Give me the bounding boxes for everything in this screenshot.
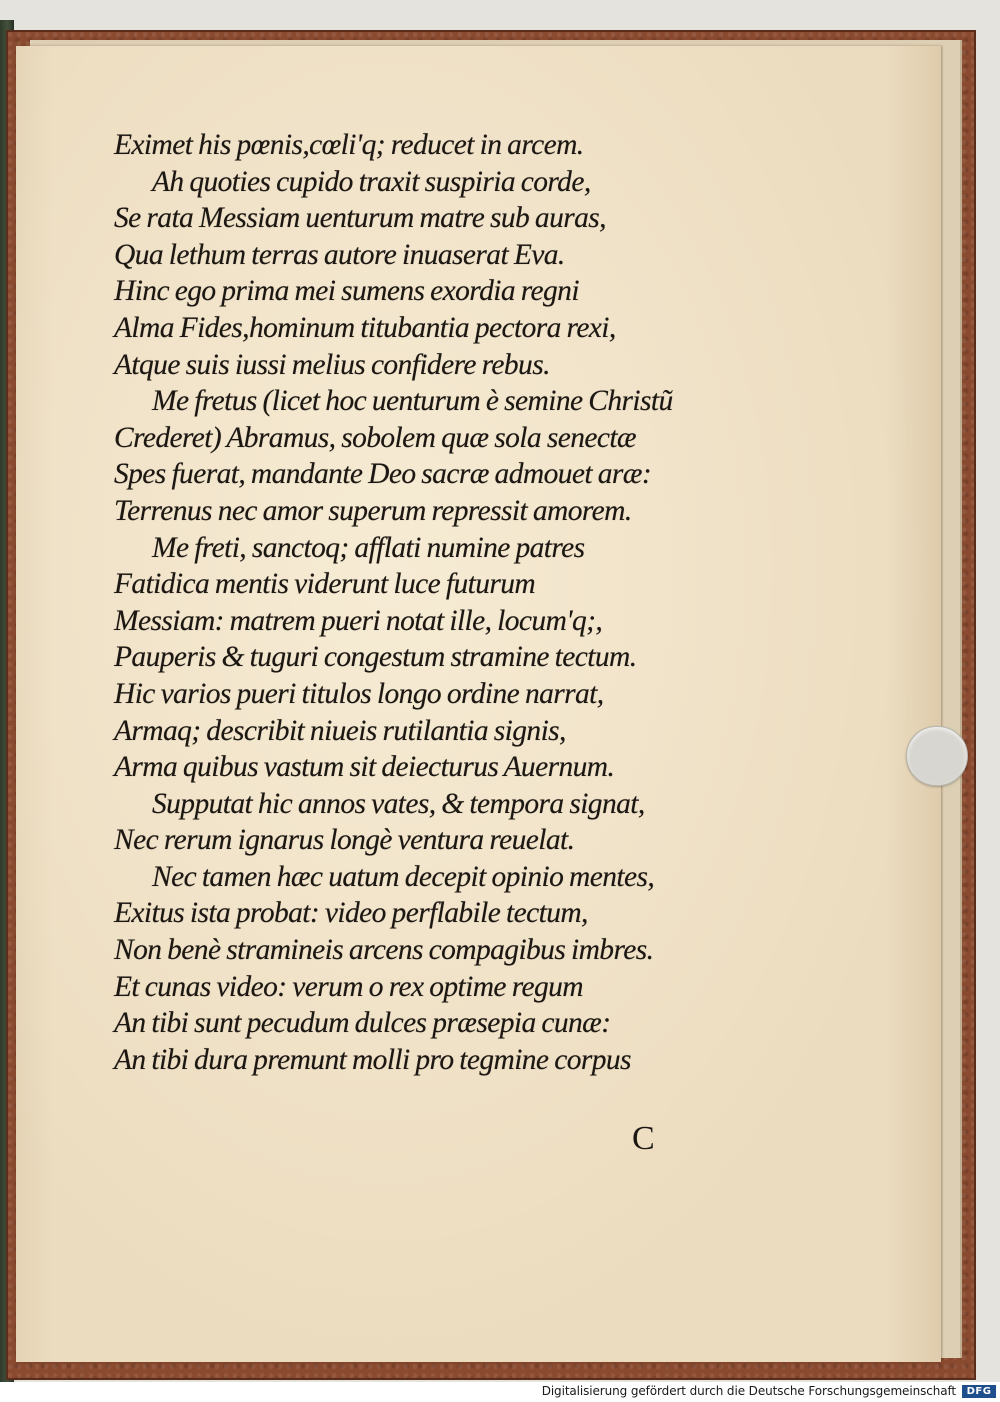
verse-line: Et cunas video: verum o rex optime regum: [114, 970, 583, 1003]
verse-line: Ah quoties cupido traxit suspiria corde,: [152, 165, 591, 198]
verse-line: Terrenus nec amor superum repressit amorem.: [114, 494, 632, 527]
verse-line: Alma Fides,hominum titubantia pectora rexi,: [114, 311, 616, 344]
verse-line: Se rata Messiam uenturum matre sub auras,: [114, 202, 606, 235]
verse-line: Me fretus (licet hoc uenturum è semine Christũ: [152, 385, 673, 418]
funding-credit: Digitalisierung gefördert durch die Deutsche Forschungsgemeinschaft: [541, 1384, 956, 1398]
book-page: [16, 46, 941, 1362]
verse-line: Atque suis iussi melius confidere rebus.: [114, 348, 550, 381]
verse-line: Nec tamen hæc uatum decepit opinio mentes,: [152, 860, 655, 893]
verse-line: Fatidica mentis viderunt luce futurum: [114, 568, 536, 601]
verse-line: Me freti, sanctoq; afflati numine patres: [152, 531, 585, 564]
footer-bar: [0, 1382, 1000, 1402]
verse-line: Arma quibus vastum sit deiecturus Auernum.: [114, 751, 615, 784]
page-tab: [906, 726, 968, 786]
verse-line: Crederet) Abramus, sobolem quæ sola senectæ: [114, 421, 637, 454]
verse-line: Hinc ego prima mei sumens exordia regni: [114, 275, 579, 308]
dfg-logo: DFG: [962, 1385, 996, 1398]
verse-line: An tibi sunt pecudum dulces præsepia cunæ:: [114, 1007, 611, 1040]
verse-line: An tibi dura premunt molli pro tegmine corpus: [114, 1043, 631, 1076]
verse-line: Supputat hic annos vates, & tempora signat,: [152, 787, 645, 820]
verse-line: Non benè stramineis arcens compagibus imbres.: [114, 934, 654, 967]
signature-mark: C: [632, 1120, 655, 1157]
verse-line: Messiam: matrem pueri notat ille, locum'q;,: [114, 604, 603, 637]
verse-line: Nec rerum ignarus longè ventura reuelat.: [114, 824, 575, 857]
verse-line: Spes fuerat, mandante Deo sacræ admouet aræ:: [114, 458, 652, 491]
verse-line: Qua lethum terras autore inuaserat Eva.: [114, 238, 565, 271]
verse-line: Eximet his pœnis,cœli'q; reducet in arcem.: [114, 129, 584, 161]
verse-line: Armaq; describit niueis rutilantia signis,: [114, 714, 566, 747]
verse-line: Exitus ista probat: video perflabile tectum,: [114, 897, 588, 930]
verse-text: [114, 127, 774, 1078]
verse-line: Hic varios pueri titulos longo ordine narrat,: [114, 677, 604, 710]
verse-line: Pauperis & tuguri congestum stramine tectum.: [114, 641, 637, 674]
